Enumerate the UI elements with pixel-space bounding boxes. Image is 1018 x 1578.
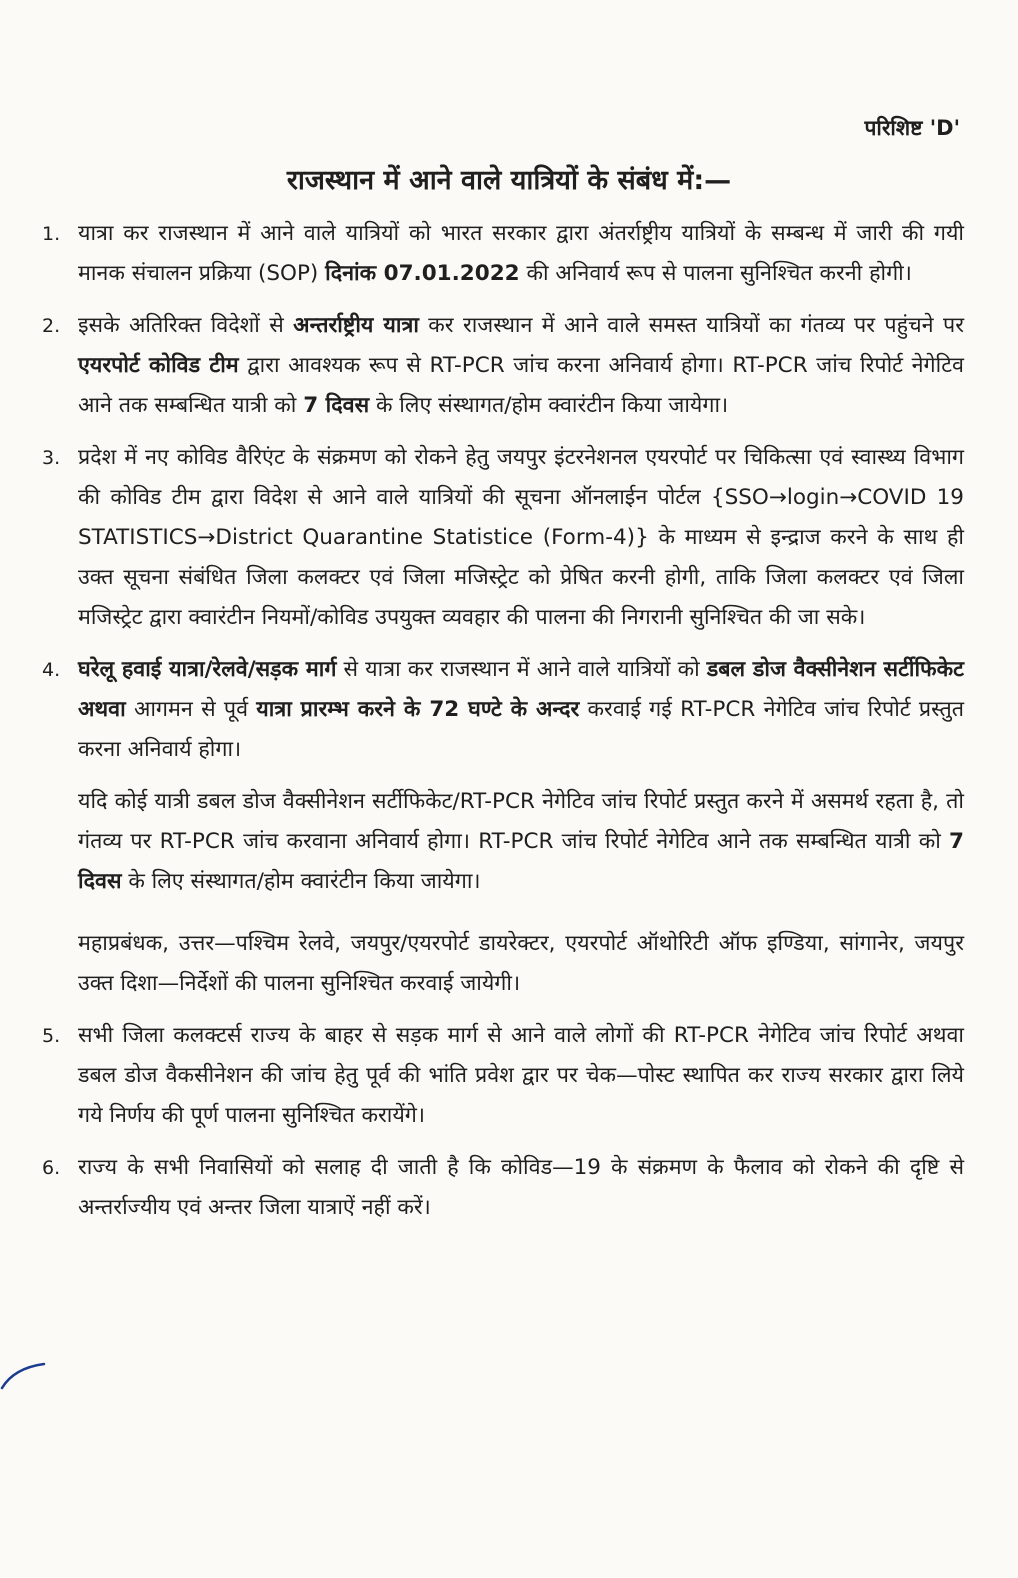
item-number: 5. — [42, 1025, 61, 1047]
list-item — [34, 650, 964, 770]
list-item — [34, 1016, 964, 1136]
bold-text: एयरपोर्ट कोविड टीम — [78, 353, 239, 378]
bold-text: 7 दिवस — [78, 829, 964, 894]
text-segment: से यात्रा कर राजस्थान में आने वाले यात्रियों को — [336, 657, 707, 682]
text-segment: के लिए संस्थागत/होम क्वारंटीन किया जायेगा। — [369, 393, 729, 418]
item-text — [78, 306, 964, 426]
text-segment: आगमन से पूर्व — [125, 697, 257, 722]
list-item — [34, 306, 964, 426]
text-segment: की अनिवार्य रूप से पालना सुनिश्चित करनी होगी। — [519, 261, 912, 286]
item-text: सभी जिला कलक्टर्स राज्य के बाहर से सड़क मार्ग से आने वाले लोगों की RT-PCR नेगेटिव जांच रिपोर्ट अथवा डबल डोज वैकसीनेशन की जांच हेतु पूर्व की भांति प्रवेश द्वार पर चेक—पोस्ट स्थापित कर राज्य सरकार द्वारा लिये गये निर्णय की पूर्ण पालना सुनिश्चित करायेंगे। — [78, 1023, 964, 1128]
numbered-list-a — [34, 214, 964, 770]
document-body — [34, 214, 964, 1240]
list-item — [34, 214, 964, 294]
item-text — [78, 650, 964, 770]
item-number: 1. — [42, 223, 61, 245]
page-heading: राजस्थान में आने वाले यात्रियों के संबंध में:— — [286, 165, 732, 196]
bold-text: यात्रा प्रारम्भ करने के 72 घण्टे के अन्दर — [256, 697, 580, 722]
paragraph-4a — [78, 782, 964, 902]
item-number: 4. — [42, 659, 61, 681]
item-text: राज्य के सभी निवासियों को सलाह दी जाती है कि कोविड—19 के संक्रमण के फैलाव को रोकने की दृष्टि से अन्तर्राज्यीय एवं अन्तर जिला यात्राऐं नहीं करें। — [78, 1155, 964, 1220]
text-segment: यात्रा कर राजस्थान में आने वाले यात्रियों को भारत सरकार द्वारा अंतर्राष्ट्रीय यात्रियों के सम्बन्ध में जारी की गयी मानक संचालन प्रक्रिया (SOP) — [78, 221, 964, 286]
numbered-list-b — [34, 1016, 964, 1228]
bold-text: घरेलू हवाई यात्रा/रेलवे/सड़क मार्ग — [78, 657, 337, 682]
bold-text: अन्तर्राष्ट्रीय यात्रा — [293, 313, 419, 338]
text-segment: प्रदेश में नए कोविड वैरिएंट के संक्रमण को रोकने हेतु जयपुर इंटरनेशनल एयरपोर्ट पर चिकित्सा एवं स्वास्थ्य विभाग की कोविड टीम द्वारा विदेश से आने वाले यात्रियों की सूचना ऑनलाईन पोर्टल {SSO→login→COVID 19 STATISTICS→District Quarantine Statistice (Form-4)} के माध्यम से इन्द्राज करने के साथ ही उक्त सूचना संबंधित जिला कलक्टर एवं जिला मजिस्ट्रेट को प्रेषित करनी होगी, ताकि जिला कलक्टर एवं जिला मजिस्ट्रेट द्वारा क्वारंटीन नियमों/कोविड उपयुक्त व्यवहार की पालना की निगरानी सुनिश्चित की जा सके। — [78, 445, 964, 630]
bold-text: दिनांक 07.01.2022 — [325, 261, 520, 286]
appendix-label: परिशिष्ट 'D' — [864, 116, 960, 140]
item-number: 3. — [42, 447, 61, 469]
item-number: 6. — [42, 1157, 61, 1179]
list-item — [34, 1148, 964, 1228]
item-text — [78, 214, 964, 294]
text-segment: के लिए संस्थागत/होम क्वारंटीन किया जायेगा। — [121, 869, 481, 894]
item-number: 2. — [42, 315, 61, 337]
pen-mark-icon — [0, 1360, 48, 1390]
bold-text: डबल डोज वैक्सीनेशन सर्टीफिकेट अथवा — [78, 657, 964, 722]
text-segment: करवाई गई RT-PCR नेगेटिव जांच रिपोर्ट प्रस्तुत करना अनिवार्य होगा। — [78, 697, 965, 762]
item-text — [78, 438, 964, 638]
text-segment: कर राजस्थान में आने वाले समस्त यात्रियों का गंतव्य पर पहुंचने पर — [418, 313, 964, 338]
text-segment: द्वारा आवश्यक रूप से RT-PCR जांच करना अनिवार्य होगा। RT-PCR जांच रिपोर्ट नेगेटिव आने तक सम्बन्धित यात्री को — [78, 353, 964, 418]
text-segment: इसके अतिरिक्त विदेशों से — [78, 313, 294, 338]
text-segment: यदि कोई यात्री डबल डोज वैक्सीनेशन सर्टीफिकेट/RT-PCR नेगेटिव जांच रिपोर्ट प्रस्तुत करने में असमर्थ रहता है, तो गंतव्य पर RT-PCR जांच करवाना अनिवार्य होगा। RT-PCR जांच रिपोर्ट नेगेटिव आने तक सम्बन्धित यात्री को — [78, 789, 964, 854]
list-item — [34, 438, 964, 638]
bold-text: 7 दिवस — [303, 393, 370, 418]
paragraph-4b: महाप्रबंधक, उत्तर—पश्चिम रेलवे, जयपुर/एयरपोर्ट डायरेक्टर, एयरपोर्ट ऑथोरिटी ऑफ इण्डिया, सांगानेर, जयपुर उक्त दिशा—निर्देशों की पालना सुनिश्चित करवाई जायेगी। — [78, 931, 964, 996]
